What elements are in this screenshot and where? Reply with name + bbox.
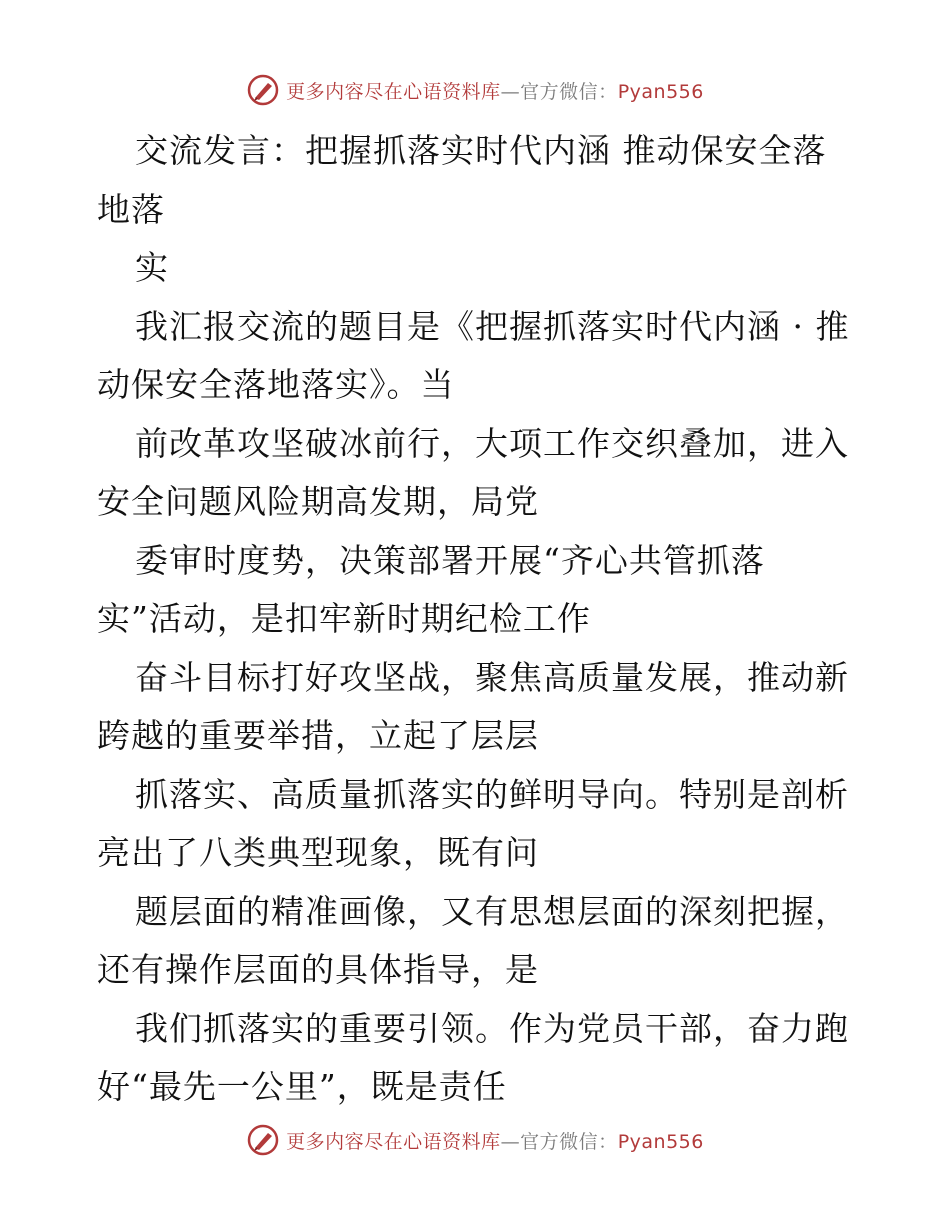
watermark-dash: — <box>500 1130 521 1153</box>
text-line: 地落 <box>97 189 165 229</box>
pen-logo-icon <box>246 73 280 107</box>
text-line: 交流发言：把握抓落实时代内涵 推动保安全落 <box>135 131 827 170</box>
text-line: 我们抓落实的重要引领。作为党员干部，奋力跑 <box>135 1008 849 1048</box>
document-body <box>97 122 867 1117</box>
watermark-handle: Pyan556 <box>617 80 704 103</box>
text-line: 实 <box>135 248 169 287</box>
text-line: 亮出了八类典型现象，既有问 <box>97 833 539 872</box>
watermark-main: 更多内容尽在心语资料库 <box>286 80 501 103</box>
footer-watermark <box>0 1120 950 1160</box>
text-line: 还有操作层面的具体指导，是 <box>97 950 539 989</box>
text-line: 安全问题风险期高发期，局党 <box>97 482 539 521</box>
watermark-handle: Pyan556 <box>617 1130 704 1153</box>
watermark-dash: — <box>500 80 521 103</box>
watermark-main: 更多内容尽在心语资料库 <box>286 1130 501 1153</box>
text-line: 跨越的重要举措，立起了层层 <box>97 716 539 755</box>
text-line: 委审时度势，决策部署开展“齐心共管抓落 <box>135 540 765 580</box>
text-line: 动保安全落地落实》。当 <box>97 365 455 404</box>
watermark-official: 官方微信： <box>520 80 618 103</box>
text-line: 实”活动，是扣牢新时期纪检工作 <box>97 599 591 638</box>
header-watermark <box>0 70 950 110</box>
text-line: 好“最先一公里”，既是责任 <box>97 1067 507 1106</box>
text-line: 前改革攻坚破冰前行，大项工作交织叠加，进入 <box>135 423 849 463</box>
watermark-official: 官方微信： <box>520 1130 618 1153</box>
pen-logo-icon <box>246 1123 280 1157</box>
text-line: 题层面的精准画像，又有思想层面的深刻把握， <box>135 891 849 931</box>
text-line: 我汇报交流的题目是《把握抓落实时代内涵 · 推 <box>135 306 850 346</box>
text-line: 奋斗目标打好攻坚战，聚焦高质量发展，推动新 <box>135 657 849 697</box>
text-line: 抓落实、高质量抓落实的鲜明导向。特别是剖析 <box>135 774 849 814</box>
